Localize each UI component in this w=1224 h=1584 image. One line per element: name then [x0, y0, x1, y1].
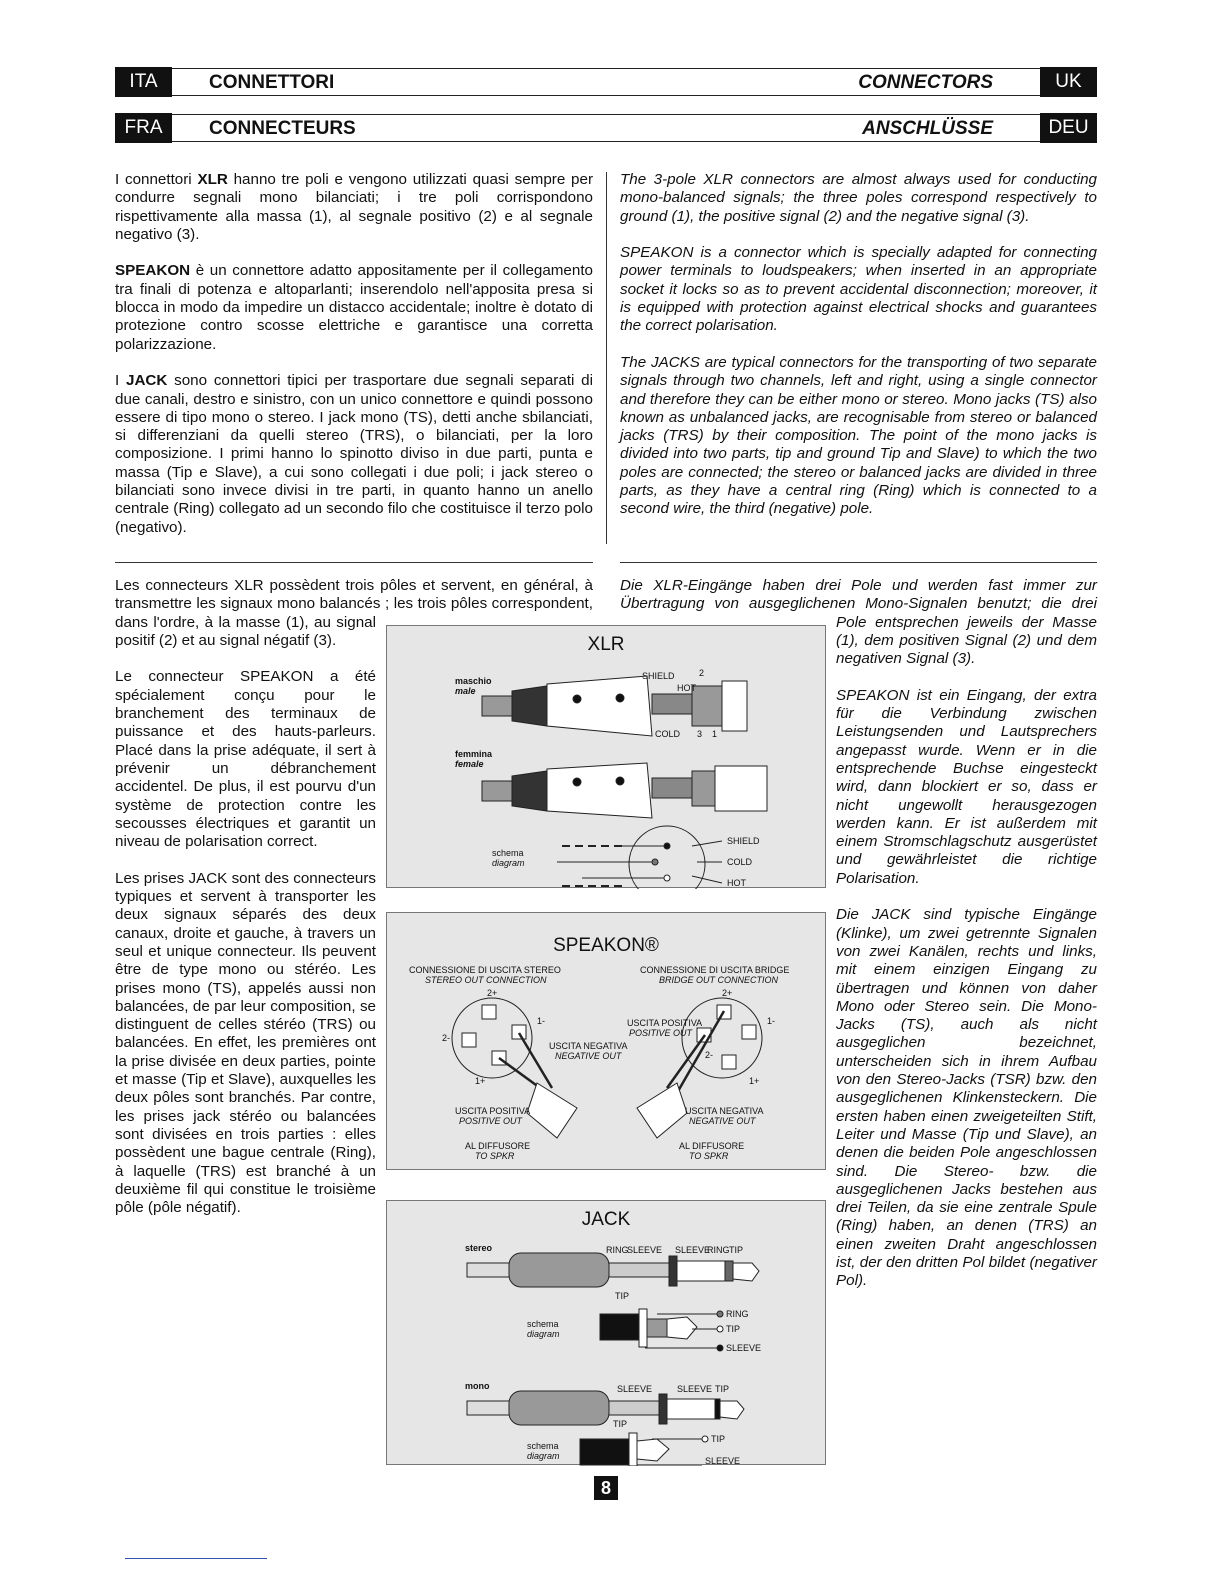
speakon-title: SPEAKON® [553, 935, 659, 956]
text: I connettori [115, 171, 198, 188]
text: sono connettori tipici per trasportare due segnali separati di due canali, destro e sinistro, con un unico connettore e quindi possono essere di tipo mono o stereo. I jack mono (TS), detti anche sbilanciati, si differenziani da quelli stereo (TRS), o bilanciati, per la loro composizione. I primi hanno lo spinotto diviso in due parti, punta e massa (Tip e Slave), a cui sono collegati i due poli; i jack stereo o bilanciati sono invece divisi in tre parti, in quanto hanno un anello centrale (Ring) collegato ad un secondo filo che costituisce il terzo polo (negativo). [115, 372, 593, 536]
text: è un connettore adatto appositamente per il collegamento tra finali di potenza e altoparlanti; inserendolo nell'apposita presa si blocca in modo da impedire un distacco accidentale; inoltre è dotato di protezione contro scosse elettriche e garantisce una corretta polarizzazione. [115, 262, 593, 353]
divider [115, 562, 593, 563]
label-schema: schema [527, 1441, 559, 1451]
label-diagram: diagram [527, 1329, 560, 1339]
page-number: 8 [594, 1476, 618, 1500]
label-tip: TIP [613, 1419, 628, 1429]
xlr-diagram [386, 625, 826, 888]
header-title-fra: CONNECTEURS [209, 118, 356, 139]
term-xlr: XLR [197, 171, 228, 188]
jack-connector-drawing [387, 1201, 827, 1466]
label-tip: TIP [615, 1291, 630, 1301]
paragraph: Die XLR-Eingänge haben drei Pole und werden fast immer zur Übertragung von ausgeglichenen Mono-Signalen benutzt; die drei Pole entsprechen jeweils der Masse (1), dem positiven Signal (2) und dem negativen Signal (3). [620, 577, 1097, 668]
paragraph: SPEAKON ist ein Eingang, der extra für die Verbindung zwischen Leistungsenden und Lautsprechers angepasst wurde. Wenn er in die entsprechende Buchse eingesteckt wird, dann blockiert er so, dass er nicht ungewollt herausgezogen werden kann. Er ist außerdem mit einem Stromschlagschutz ausgerüstet und gewährleistet die richtige Polarisation. [836, 686, 1097, 887]
label-spkr-en: TO SPKR [475, 1151, 515, 1161]
paragraph: Die JACK sind typische Eingänge (Klinke), um zwei getrennte Signalen von zwei Kanälen, rechts und links, mit einem einzigen Eingang zu übertragen und können von daher Mono oder Stereo sein. Die Mono-Jacks (TS), auch als nicht ausgeglichen bezeichnet, unterscheiden sich in ihrem Aufbau von den Stereo-Jacks (TSR) bzw. den ausgeglichenen Klinkensteckern. Die ersten haben einen zweigeteilten Stift, Leiter und Masse (Tip und Slave), an denen die beiden Pole angeschlossen sind. Die Stereo- bzw. die ausgeglichenen Jacks bestehen aus drei Teilen, da sie eine zentrale Spule (Ring) haben, an denen (TRS) an einen zweiten Draht angeschlossen ist, der den dritten Pol bildet (negativer Pol). [836, 906, 1097, 1290]
label-femmina: femmina [455, 749, 493, 759]
label-hot: HOT [677, 683, 696, 693]
label-female: female [455, 759, 484, 769]
label-tip: TIP [715, 1384, 730, 1394]
label-ring: RING [707, 1245, 730, 1255]
label-pos-en: POSITIVE OUT [629, 1028, 693, 1038]
divider [620, 562, 1097, 563]
label-diagram: diagram [492, 858, 525, 868]
paragraph: SPEAKON is a connector which is specially adapted for connecting power terminals to loudspeakers; when inserted in an appropriate socket it locks so as to prevent accidental disconnection; moreover, it is equipped with protection against electrical shocks and guarantees the correct polarisation. [620, 244, 1097, 335]
paragraph: The 3-pole XLR connectors are almost always used for conducting mono-balanced signals; the three poles correspond respectively to ground (1), the positive signal (2) and the negative signal (3). [620, 171, 1097, 225]
paragraph: Les prises JACK sont des connecteurs typiques et servent à transporter les deux signaux séparés des deux canaux, droite et gauche, à travers un seul et unique connecteur. Ils peuvent être de type mono ou stéréo. Les prises mono (TS), appelés aussi non balancées, de par leur composition, se distinguent de celles stéréo (TRS) ou balancées. En effet, les premières ont la prise divisée en deux parties, pointe et masse (Tip et Slave), auxquelles les deux pôles sont branchés. Par contre, les prises jack stéréo ou balancées sont divisées en trois parties : elles possèdent une bague centrale (Ring), à laquelle (TRS) est branché à un deuxième fil qui constitue le troisième pôle (pôle négatif). [115, 869, 376, 1217]
label-stereo-en: STEREO OUT CONNECTION [425, 975, 547, 985]
label-sleeve: SLEEVE [675, 1245, 711, 1255]
label-1minus: 1- [537, 1016, 546, 1026]
paragraph: The JACKS are typical connectors for the transporting of two separate signals through two channels, left and right, using a single connector and therefore they can be either mono or stereo. Mono jacks (TS) also known as unbalanced jacks, are recognisable from stereo or balanced jacks (TRS) by their composition. The point of the mono jacks is divided into two parts, tip and ground Tip and Slave) to which the two poles are connected; the stereo or balanced jacks are divided in three parts, as they have a central ring (Ring) which is connected to a second wire, the third (negative) pole. [620, 353, 1097, 518]
label-2minus: 2- [705, 1050, 714, 1060]
label-sleeve: SLEEVE [677, 1384, 713, 1394]
label-pin1: 1 [712, 729, 718, 739]
label-mono: mono [465, 1381, 490, 1391]
lang-tag-fra: FRA [115, 113, 172, 143]
label-sleeve: SLEEVE [726, 1343, 762, 1353]
label-1plus: 1+ [475, 1076, 486, 1086]
label-ring: RING [726, 1309, 749, 1319]
label-maschio: maschio [455, 676, 492, 686]
label-shield: SHIELD [727, 836, 760, 846]
label-2plus: 2+ [722, 988, 733, 998]
text-uk [620, 171, 1097, 537]
header-title-uk: CONNECTORS [858, 72, 993, 93]
label-neg-it: USCITA NEGATIVA [685, 1106, 764, 1116]
lang-tag-ita: ITA [115, 67, 172, 97]
label-spkr-en: TO SPKR [689, 1151, 729, 1161]
label-tip: TIP [726, 1324, 741, 1334]
label-male: male [455, 686, 476, 696]
xlr-title: XLR [587, 634, 625, 655]
text: I [115, 372, 126, 390]
term-speakon: SPEAKON [115, 262, 191, 280]
label-pos-it: USCITA POSITIVA [455, 1106, 531, 1116]
term-jack: JACK [126, 372, 168, 390]
label-bridge-en: BRIDGE OUT CONNECTION [659, 975, 779, 985]
section-header-ita-uk [115, 68, 1097, 96]
label-pin3: 3 [697, 729, 703, 739]
header-title-ita: CONNETTORI [209, 72, 335, 93]
label-1minus: 1- [767, 1016, 776, 1026]
label-shield: SHIELD [642, 671, 675, 681]
label-neg-en: NEGATIVE OUT [555, 1051, 622, 1061]
label-pin2: 2 [699, 668, 705, 678]
paragraph: Les connecteurs XLR possèdent trois pôles et servent, en général, à transmettre les signaux mono balancés ; les trois pôles correspondent, dans l'ordre, à la masse (1), au signal positif (2) et au signal négatif (3). [115, 577, 593, 649]
label-sleeve: SLEEVE [705, 1456, 741, 1466]
label-tip: TIP [729, 1245, 744, 1255]
text: hanno tre poli e vengono utilizzati quasi sempre per condurre segnali mono bilanciati; i tre poli corrispondono rispettivamente alla massa (1), al segnale positivo (2) e al segnale negativo (3). [115, 171, 594, 243]
label-tip: TIP [711, 1434, 726, 1444]
section-header-fra-deu [115, 114, 1097, 142]
label-neg-it: USCITA NEGATIVA [549, 1041, 628, 1051]
label-pos-en: POSITIVE OUT [459, 1116, 523, 1126]
label-cold: COLD [727, 857, 753, 867]
label-schema: schema [527, 1319, 559, 1329]
label-cold: COLD [655, 729, 681, 739]
lang-tag-deu: DEU [1040, 113, 1097, 143]
label-2plus: 2+ [487, 988, 498, 998]
column-divider [606, 172, 607, 544]
footnote-rule [125, 1558, 267, 1559]
speakon-diagram [386, 912, 826, 1170]
label-diagram: diagram [527, 1451, 560, 1461]
label-neg-en: NEGATIVE OUT [689, 1116, 756, 1126]
label-spkr-it: AL DIFFUSORE [679, 1141, 745, 1151]
jack-diagram [386, 1200, 826, 1465]
label-sleeve: SLEEVE [617, 1384, 653, 1394]
label-1plus: 1+ [749, 1076, 760, 1086]
label-2minus: 2- [442, 1033, 451, 1043]
lang-tag-uk: UK [1040, 67, 1097, 97]
label-spkr-it: AL DIFFUSORE [465, 1141, 531, 1151]
label-hot: HOT [727, 878, 746, 888]
text-ita [115, 171, 593, 555]
label-sleeve: SLEEVE [627, 1245, 663, 1255]
header-title-deu: ANSCHLÜSSE [862, 118, 993, 139]
label-ring: RING [606, 1245, 629, 1255]
paragraph: Le connecteur SPEAKON a été spécialement conçu pour le branchement des terminaux de puissance et des hauts-parleurs. Placé dans la prise adéquate, il sert à prévenir un débranchement accidentel. De plus, il est pourvu d'un système de protection contre les secousses électriques et garantit un niveau de polarisation correct. [115, 668, 376, 851]
jack-title: JACK [581, 1209, 631, 1230]
label-stereo-it: CONNESSIONE DI USCITA STEREO [409, 965, 561, 975]
label-bridge-it: CONNESSIONE DI USCITA BRIDGE [640, 965, 790, 975]
label-schema: schema [492, 848, 524, 858]
xlr-connector-drawing [387, 626, 827, 889]
label-stereo: stereo [465, 1243, 493, 1253]
label-pos-it: USCITA POSITIVA [627, 1018, 703, 1028]
